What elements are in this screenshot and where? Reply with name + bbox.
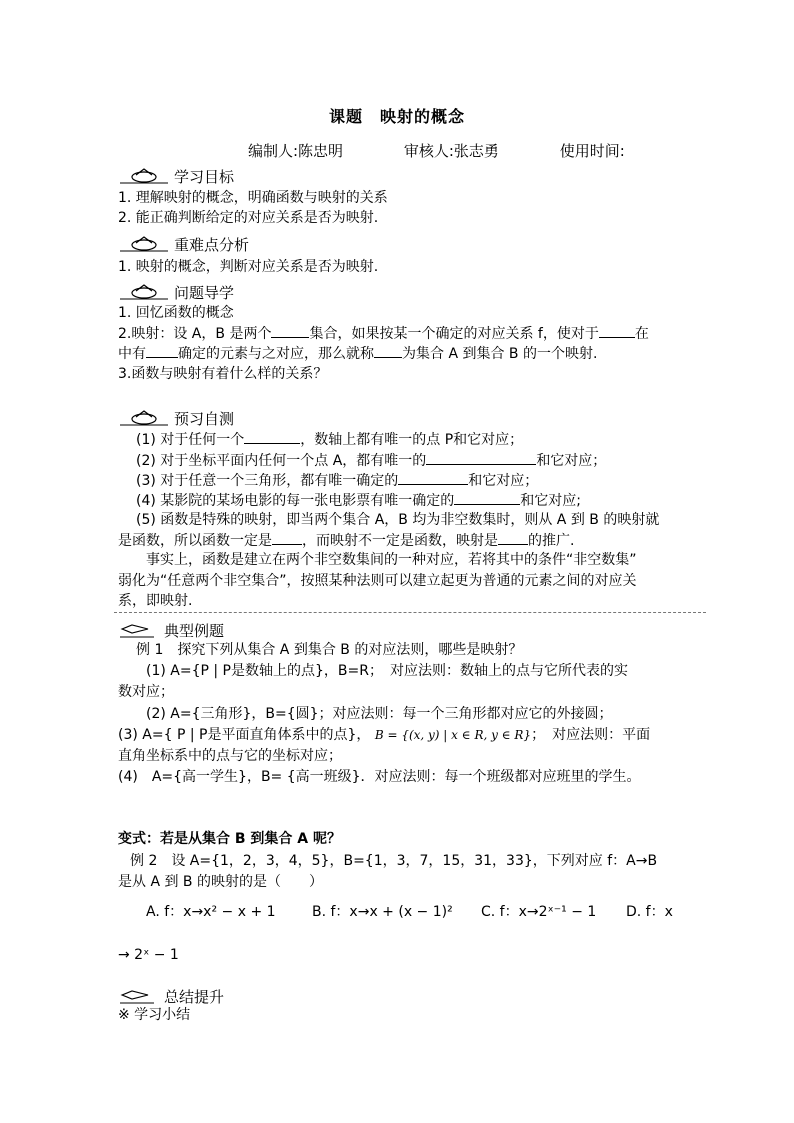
book-icon — [118, 281, 170, 301]
option-b[interactable]: B. f：x→x + (x − 1)² — [312, 904, 453, 920]
pretest-5: (5) 函数是特殊的映射，即当两个集合 A，B 均为非空数集时，则从 A 到 B 的映射就 — [136, 512, 660, 528]
section-title: 预习自测 — [174, 410, 235, 428]
example-2-question: 例 2 设 A={1，2，3，4，5}，B={1，3，7，15，31，33}，下列对应 f：A→B — [130, 853, 658, 869]
example-1-item-1-cont: 数对应； — [118, 684, 174, 700]
summary-item: ※ 学习小结 — [118, 1007, 191, 1023]
fill-blank[interactable] — [374, 343, 402, 358]
pretest-9: 系，即映射. — [118, 593, 193, 609]
section-title: 总结提升 — [164, 988, 225, 1006]
section-title: 典型例题 — [164, 622, 225, 640]
fill-blank[interactable] — [599, 323, 635, 338]
example-1-item-3-cont: 直角坐标系中的点与它的坐标对应； — [118, 748, 342, 764]
example-1-item-1: (1) A={P | P是数轴上的点}，B=R； 对应法则：数轴上的点与它所代表的实 — [146, 663, 628, 679]
example-2-question-cont: 是从 A 到 B 的映射的是（ ） — [118, 874, 323, 890]
book-icon — [118, 233, 170, 253]
fill-blank[interactable] — [244, 429, 300, 444]
key-point-1: 1. 映射的概念，判断对应关系是否为映射. — [118, 259, 379, 275]
pretest-4: (4) 某影院的某场电影的每一张电影票有唯一确定的 和它对应; — [136, 490, 581, 510]
fill-blank[interactable] — [426, 450, 536, 465]
book-icon — [118, 407, 170, 427]
fill-blank[interactable] — [398, 470, 468, 485]
objective-1: 1. 理解映射的概念，明确函数与映射的关系 — [118, 190, 388, 206]
pretest-7: 事实上，函数是建立在两个非空数集间的一种对应，若将其中的条件“非空数集” — [146, 552, 637, 568]
page-title: 课题 映射的概念 — [328, 107, 465, 126]
pretest-6: 是函数，所以函数一定是 ，而映射不一定是函数，映射是 的推广. — [118, 530, 574, 550]
section-title: 问题导学 — [174, 284, 235, 302]
example-1-item-3: (3) A={ P | P是平面直角体系中的点}， B = {(x, y) | x ∈ R, y ∈ R}； 对应法则：平面 — [118, 727, 651, 743]
guide-line-3: 中有 确定的元素与之对应，那么就称 为集合 A 到集合 B 的一个映射. — [118, 343, 597, 363]
author-line — [248, 140, 681, 161]
example-1-item-4: (4) A={高一学生}，B= {高一班级}．对应法则：每一个班级都对应班里的学生。 — [118, 769, 641, 785]
section-title: 重难点分析 — [174, 236, 250, 254]
option-c[interactable]: C. f：x→2ˣ⁻¹ − 1 — [481, 904, 597, 920]
option-d-cont: → 2ˣ − 1 — [118, 947, 179, 963]
fill-blank[interactable] — [498, 530, 528, 545]
fill-blank[interactable] — [272, 530, 302, 545]
pen-icon — [118, 619, 170, 639]
fill-blank[interactable] — [146, 343, 178, 358]
fill-blank[interactable] — [454, 490, 520, 505]
pen-icon — [118, 985, 170, 1005]
pretest-8: 弱化为“任意两个非空集合”，按照某种法则可以建立起更为普通的元素之间的对应关 — [118, 573, 637, 589]
pretest-2: (2) 对于坐标平面内任何一个点 A，都有唯一的 和它对应； — [136, 450, 606, 470]
reviewer-label: 审核人:张志勇 — [403, 142, 499, 160]
time-label: 使用时间: — [559, 142, 625, 160]
guide-line-1: 1. 回忆函数的概念 — [118, 305, 234, 321]
variant-question: 变式：若是从集合 B 到集合 A 呢？ — [118, 831, 342, 847]
option-a[interactable]: A. f：x→x² − x + 1 — [146, 904, 276, 920]
objective-2: 2. 能正确判断给定的对应关系是否为映射. — [118, 210, 379, 226]
example-1-item-2: (2) A={三角形}，B={圆}；对应法则：每一个三角形都对应它的外接圆； — [146, 706, 613, 722]
fill-blank[interactable] — [271, 323, 309, 338]
example-1-question: 例 1 探究下列从集合 A 到集合 B 的对应法则，哪些是映射？ — [136, 642, 523, 658]
guide-line-2: 2.映射：设 A，B 是两个 集合，如果按某一个确定的对应关系 f，使对于 在 — [118, 323, 649, 343]
guide-line-4: 3.函数与映射有着什么样的关系？ — [118, 366, 328, 382]
pretest-3: (3) 对于任意一个三角形，都有唯一确定的 和它对应； — [136, 470, 538, 490]
book-icon — [118, 165, 170, 185]
divider — [114, 612, 706, 613]
editor-label: 编制人:陈忠明 — [248, 142, 344, 160]
option-d[interactable]: D. f：x — [626, 904, 673, 920]
pretest-1: (1) 对于任何一个 ，数轴上都有唯一的点 P和它对应； — [136, 429, 523, 449]
section-title: 学习目标 — [174, 168, 235, 186]
